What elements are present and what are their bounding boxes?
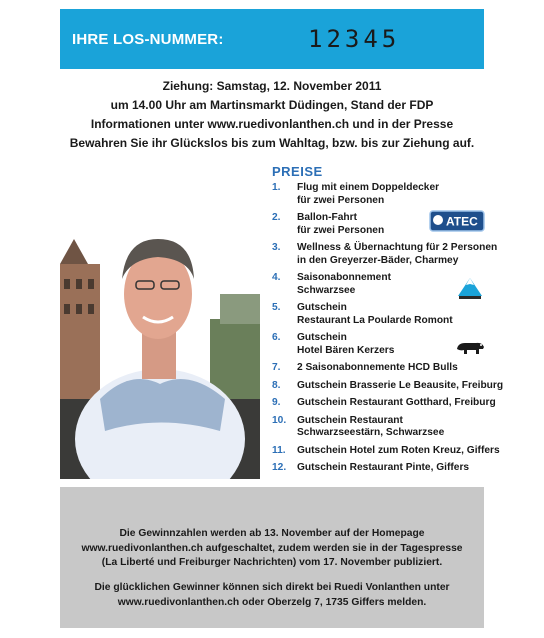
prize-text: für zwei Personen [297, 224, 385, 236]
prize-text: Gutschein Hotel zum Roten Kreuz, Giffers [297, 444, 500, 456]
draw-location: um 14.00 Uhr am Martinsmarkt Düdingen, Stand der FDP [110, 98, 434, 112]
prize-number: 6. [272, 332, 281, 343]
info-source: Informationen unter www.ruedivonlanthen.ch und in der Presse [90, 117, 454, 131]
footer-line: Die Gewinnzahlen werden ab 13. November auf der Homepage [119, 528, 425, 539]
footer-line: Die glücklichen Gewinner können sich direkt bei Ruedi Vonlanthen unter [94, 582, 450, 593]
draw-date: Ziehung: Samstag, 12. November 2011 [162, 79, 382, 93]
prize-text: Gutschein Brasserie Le Beausite, Freiburg [297, 379, 504, 391]
prize-item [272, 362, 484, 375]
prize-text: Gutschein [297, 302, 347, 313]
draw-info [60, 77, 484, 153]
prize-item [272, 332, 484, 357]
prize-text: Hotel Bären Kerzers [297, 344, 395, 356]
prize-number: 1. [272, 182, 281, 193]
footer-line: www.ruedivonlanthen.ch aufgeschaltet, zudem werden sie in der Tagespresse [81, 542, 463, 554]
prize-text: Wellness & Übernachtung für 2 Personen [297, 242, 498, 253]
prizes-title: PREISE [272, 164, 323, 179]
prize-number: 9. [272, 397, 281, 408]
prize-number: 12. [272, 462, 287, 473]
prize-text: in den Greyerzer-Bäder, Charmey [297, 254, 459, 266]
keep-ticket-note: Bewahren Sie ihr Glückslos bis zum Wahltag, bzw. bis zur Ziehung auf. [69, 136, 475, 150]
winning-numbers-info [60, 527, 484, 571]
prize-text: Gutschein Restaurant Gotthard, Freiburg [297, 397, 496, 408]
balloon-logo-icon [433, 215, 443, 225]
prize-text: Schwarzsee [297, 284, 356, 296]
prize-number: 4. [272, 272, 281, 283]
prize-item [272, 444, 500, 458]
atec-logo [429, 210, 485, 237]
mountain-logo-icon [457, 276, 483, 305]
prize-text: Flug mit einem Doppeldecker [297, 182, 440, 193]
prize-item [272, 462, 484, 475]
prize-number: 2. [272, 212, 281, 223]
prize-number: 11. [272, 444, 286, 456]
prize-item [272, 302, 484, 327]
prize-number: 8. [272, 379, 281, 391]
prize-number: 7. [272, 362, 281, 373]
prize-item [272, 182, 484, 207]
winner-contact-info [60, 581, 484, 610]
svg-text:ATEC: ATEC [446, 214, 478, 229]
footer-line: (La Liberté und Freiburger Nachrichten) vom 17. November publiziert. [101, 557, 443, 568]
prize-text: für zwei Personen [297, 194, 385, 206]
footer-line: www.ruedivonlanthen.ch oder Oberzelg 7, 1735 Giffers melden. [117, 596, 427, 608]
bear-logo-icon [454, 340, 486, 361]
prize-item [272, 272, 484, 297]
prize-text: Gutschein [297, 332, 347, 343]
candidate-photo [60, 169, 260, 479]
footer-notice [60, 487, 484, 628]
prize-text: Gutschein Restaurant Pinte, Giffers [297, 462, 470, 473]
prize-number: 3. [272, 242, 281, 253]
prize-text: 2 Saisonabonnemente HCD Bulls [297, 362, 458, 373]
prize-text: Ballon-Fahrt [297, 212, 357, 223]
prize-number: 5. [272, 302, 281, 313]
prize-item [272, 415, 484, 440]
prize-number: 10. [272, 414, 287, 426]
ticket-number: 12345 [308, 25, 401, 53]
ticket-number-label: IHRE LOS-NUMMER: [72, 31, 224, 48]
prize-item [272, 242, 498, 267]
prize-text: Saisonabonnement [297, 272, 391, 283]
lottery-ticket [60, 9, 504, 628]
prize-text: Schwarzseestärn, Schwarzsee [297, 427, 445, 438]
prize-item [272, 379, 504, 393]
ticket-header [60, 9, 484, 69]
prize-text: Gutschein Restaurant [297, 414, 403, 426]
prize-item [272, 397, 496, 410]
prize-text: Restaurant La Poularde Romont [297, 314, 453, 326]
